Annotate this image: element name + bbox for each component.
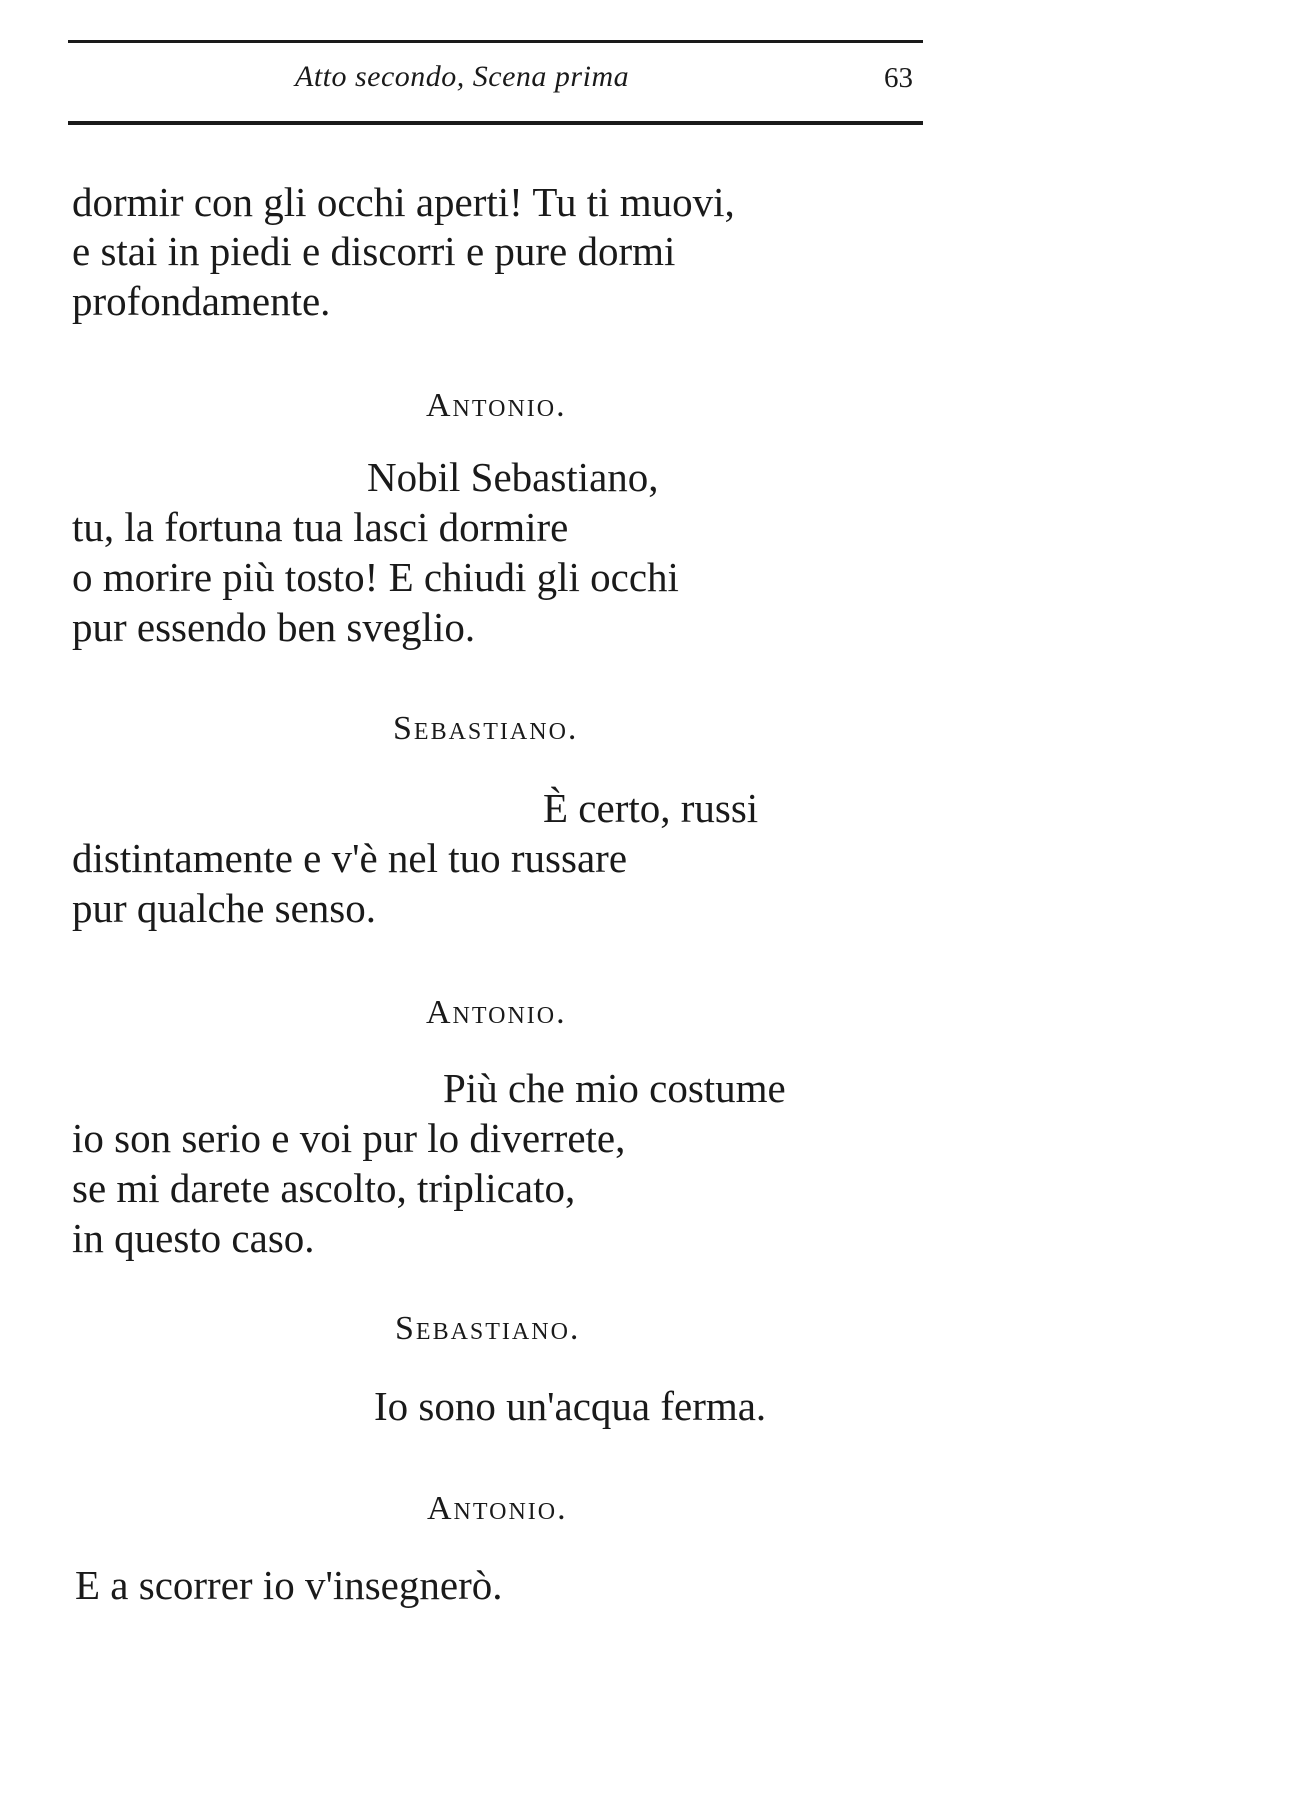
verse-line: E a scorrer io v'insegnerò. (75, 1562, 503, 1608)
page-number: 63 (884, 62, 913, 94)
speaker-name: Sebastiano. (393, 710, 579, 747)
intro-line: e stai in piedi e discorri e pure dormi (72, 228, 676, 274)
running-title: Atto secondo, Scena prima (295, 60, 630, 93)
verse-line: distintamente e v'è nel tuo russare (72, 835, 628, 881)
header-rule-bottom (68, 121, 923, 125)
verse-line: se mi darete ascolto, triplicato, (72, 1165, 576, 1211)
verse-line: Nobil Sebastiano, (367, 454, 659, 500)
verse-line: Io sono un'acqua ferma. (374, 1383, 767, 1429)
verse-line: o morire più tosto! E chiudi gli occhi (72, 554, 679, 600)
verse-line: tu, la fortuna tua lasci dormire (72, 504, 569, 550)
verse-line: È certo, russi (543, 785, 759, 831)
speaker-name: Sebastiano. (395, 1310, 581, 1347)
speaker-name: Antonio. (427, 1490, 568, 1527)
intro-line: dormir con gli occhi aperti! Tu ti muovi, (72, 179, 735, 225)
intro-line: profondamente. (72, 278, 331, 324)
verse-line: io son serio e voi pur lo diverrete, (72, 1115, 626, 1161)
verse-line: pur essendo ben sveglio. (72, 604, 476, 650)
verse-line: Più che mio costume (443, 1065, 786, 1111)
speaker-name: Antonio. (426, 387, 567, 424)
speaker-name: Antonio. (426, 994, 567, 1031)
header-rule-top (68, 40, 923, 43)
verse-line: in questo caso. (72, 1215, 315, 1261)
verse-line: pur qualche senso. (72, 885, 376, 931)
